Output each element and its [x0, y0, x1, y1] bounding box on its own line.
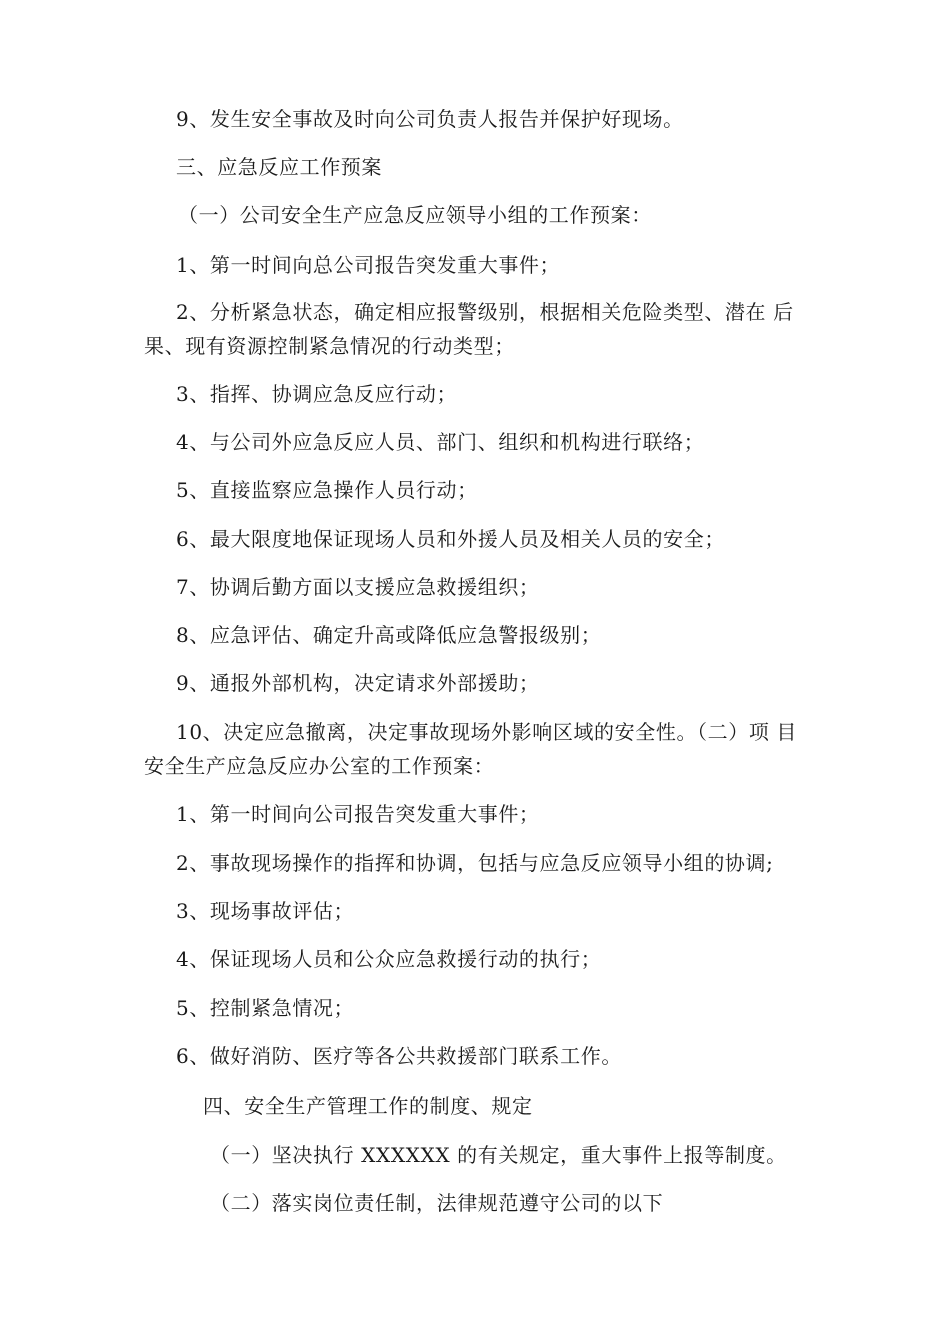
text-line-leader-item-6: 6、最大限度地保证现场人员和外援人员及相关人员的安全； [176, 527, 725, 551]
text-line-leader-item-9: 9、通报外部机构，决定请求外部援助； [176, 671, 540, 695]
text-line-leader-item-2: 2、分析紧急状态，确定相应报警级别，根据相关危险类型、潜在 后 [176, 300, 794, 324]
text-line-office-heading-cont: 安全生产应急反应办公室的工作预案： [144, 754, 495, 778]
text-line-office-item-5: 5、控制紧急情况； [176, 996, 355, 1020]
text-line-leader-item-4: 4、与公司外应急反应人员、部门、组织和机构进行联络； [176, 430, 705, 454]
text-line-item-9-report: 9、发生安全事故及时向公司负责人报告并保护好现场。 [176, 107, 684, 131]
subsection-heading-leadership-group: （一）公司安全生产应急反应领导小组的工作预案： [178, 203, 652, 227]
text-line-office-item-6: 6、做好消防、医疗等各公共救援部门联系工作。 [176, 1044, 622, 1068]
text-line-leader-item-8: 8、应急评估、确定升高或降低应急警报级别； [176, 623, 602, 647]
text-line-leader-item-10: 10、决定应急撤离，决定事故现场外影响区域的安全性。（二）项 目 [176, 720, 798, 744]
section-heading-emergency-plan: 三、应急反应工作预案 [176, 155, 382, 179]
text-line-rule-1: （一）坚决执行 XXXXXX 的有关规定，重大事件上报等制度。 [210, 1143, 787, 1167]
text-line-leader-item-7: 7、协调后勤方面以支援应急救援组织； [176, 575, 540, 599]
text-line-leader-item-5: 5、直接监察应急操作人员行动； [176, 478, 478, 502]
text-line-office-item-4: 4、保证现场人员和公众应急救援行动的执行； [176, 947, 602, 971]
text-line-office-item-1: 1、第一时间向公司报告突发重大事件； [176, 802, 540, 826]
text-line-office-item-2: 2、事故现场操作的指挥和协调，包括与应急反应领导小组的协调; [176, 851, 774, 875]
section-heading-management-rules: 四、安全生产管理工作的制度、规定 [203, 1094, 533, 1118]
text-line-office-item-3: 3、现场事故评估； [176, 899, 355, 923]
text-line-leader-item-1: 1、第一时间向总公司报告突发重大事件； [176, 253, 561, 277]
text-line-leader-item-3: 3、指挥、协调应急反应行动； [176, 382, 458, 406]
text-line-rule-2: （二）落实岗位责任制，法律规范遵守公司的以下 [210, 1191, 664, 1215]
text-line-leader-item-2-cont: 果、现有资源控制紧急情况的行动类型； [144, 334, 515, 358]
